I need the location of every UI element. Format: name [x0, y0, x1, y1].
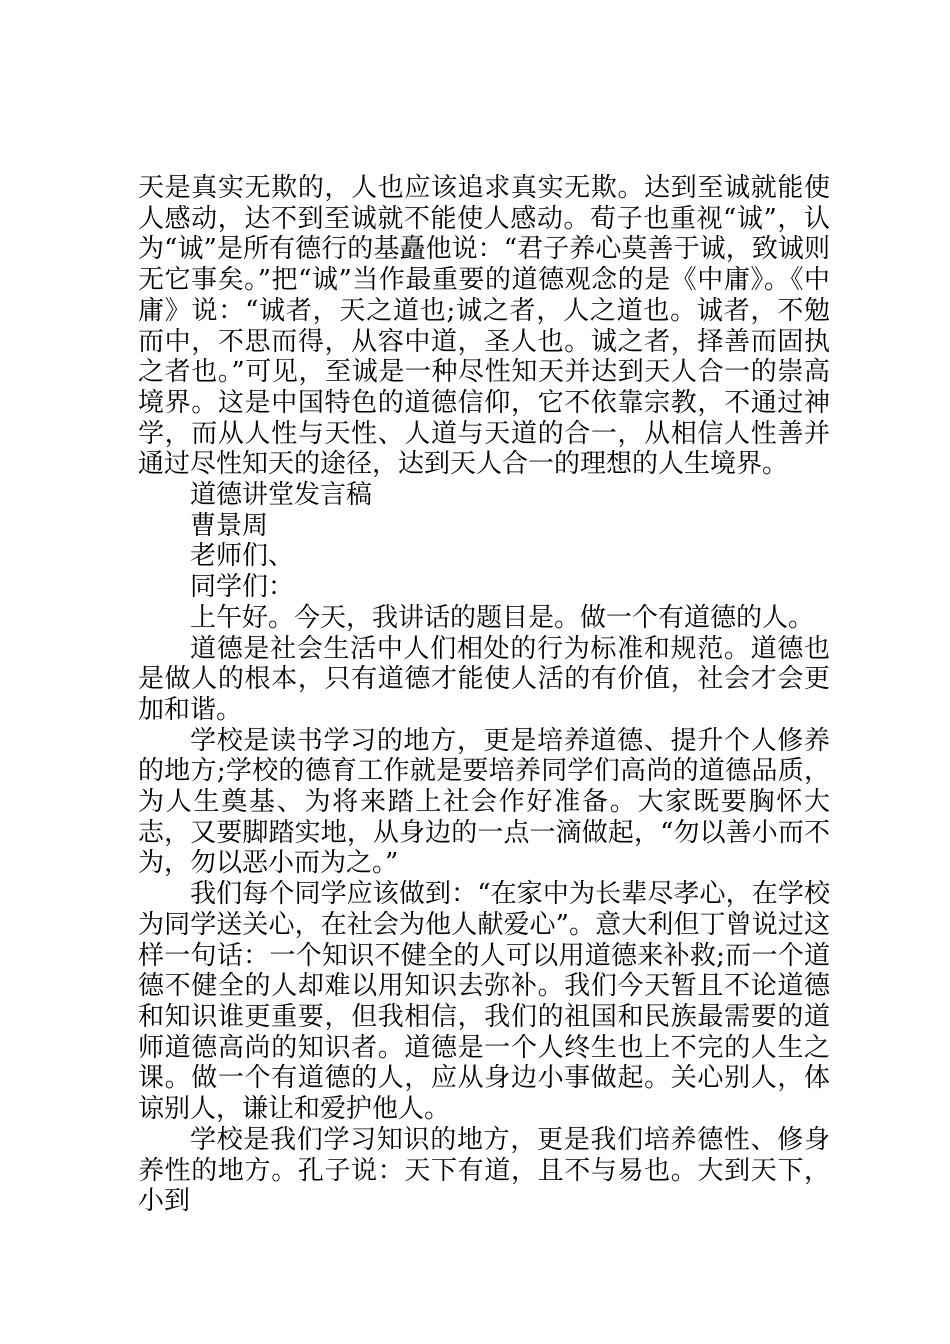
- paragraph-greeting: 上午好。今天，我讲话的题目是。做一个有道德的人。: [190, 602, 815, 633]
- salutation-teachers: 老师们、: [190, 541, 295, 572]
- paragraph-school-cultivation: 学校是我们学习知识的地方，更是我们培养德性、修身养性的地方。孔子说：天下有道，且不与易也。大到天下，小到: [138, 1124, 830, 1217]
- paragraph-student-duties: 我们每个同学应该做到：“在家中为长辈尽孝心，在学校为同学送关心，在社会为他人献爱心”。意大利但丁曾说过这样一句话：一个知识不健全的人可以用道德来补救;而一个道德不健全的人却难以用知识去弥补。我们今天暂且不论道德和知识谁更重要，但我相信，我们的祖国和民族最需要的道师道德高尚的知识者。道德是一个人终生也上不完的人生之课。做一个有道德的人，应从身边小事做起。关心别人，体谅别人，谦让和爱护他人。: [138, 879, 830, 1125]
- paragraph-morality-definition: 道德是社会生活中人们相处的行为标准和规范。道德也是做人的根本，只有道德才能使人活的有价值，社会才会更加和谐。: [138, 633, 830, 725]
- salutation-students: 同学们：: [190, 572, 295, 603]
- paragraph-school-role: 学校是读书学习的地方，更是培养道德、提升个人修养的地方;学校的德育工作就是要培养同学们高尚的道德品质，为人生奠基、为将来踏上社会作好准备。大家既要胸怀大志，又要脚踏实地，从身边的一点一滴做起，“勿以善小而不为，勿以恶小而为之。”: [138, 725, 830, 879]
- speaker-name: 曹景周: [190, 510, 269, 541]
- paragraph-continuation: 天是真实无欺的，人也应该追求真实无欺。达到至诚就能使人感动，达不到至诚就不能使人感动。荀子也重视“诚”，认为“诚”是所有德行的基矗他说：“君子养心莫善于诚，致诚则无它事矣。”把“诚”当作最重要的道德观念的是《中庸》。《中庸》说：“诚者，天之道也;诚之者，人之道也。诚者，不勉而中，不思而得，从容中道，圣人也。诚之者，择善而固执之者也。”可见，至诚是一种尽性知天并达到天人合一的崇高境界。这是中国特色的道德信仰，它不依靠宗教，不通过神学，而从人性与天性、人道与天道的合一，从相信人性善并通过尽性知天的途径，达到天人合一的理想的人生境界。: [138, 173, 830, 480]
- speech-title: 道德讲堂发言稿: [190, 480, 373, 511]
- document-body: [138, 173, 830, 1217]
